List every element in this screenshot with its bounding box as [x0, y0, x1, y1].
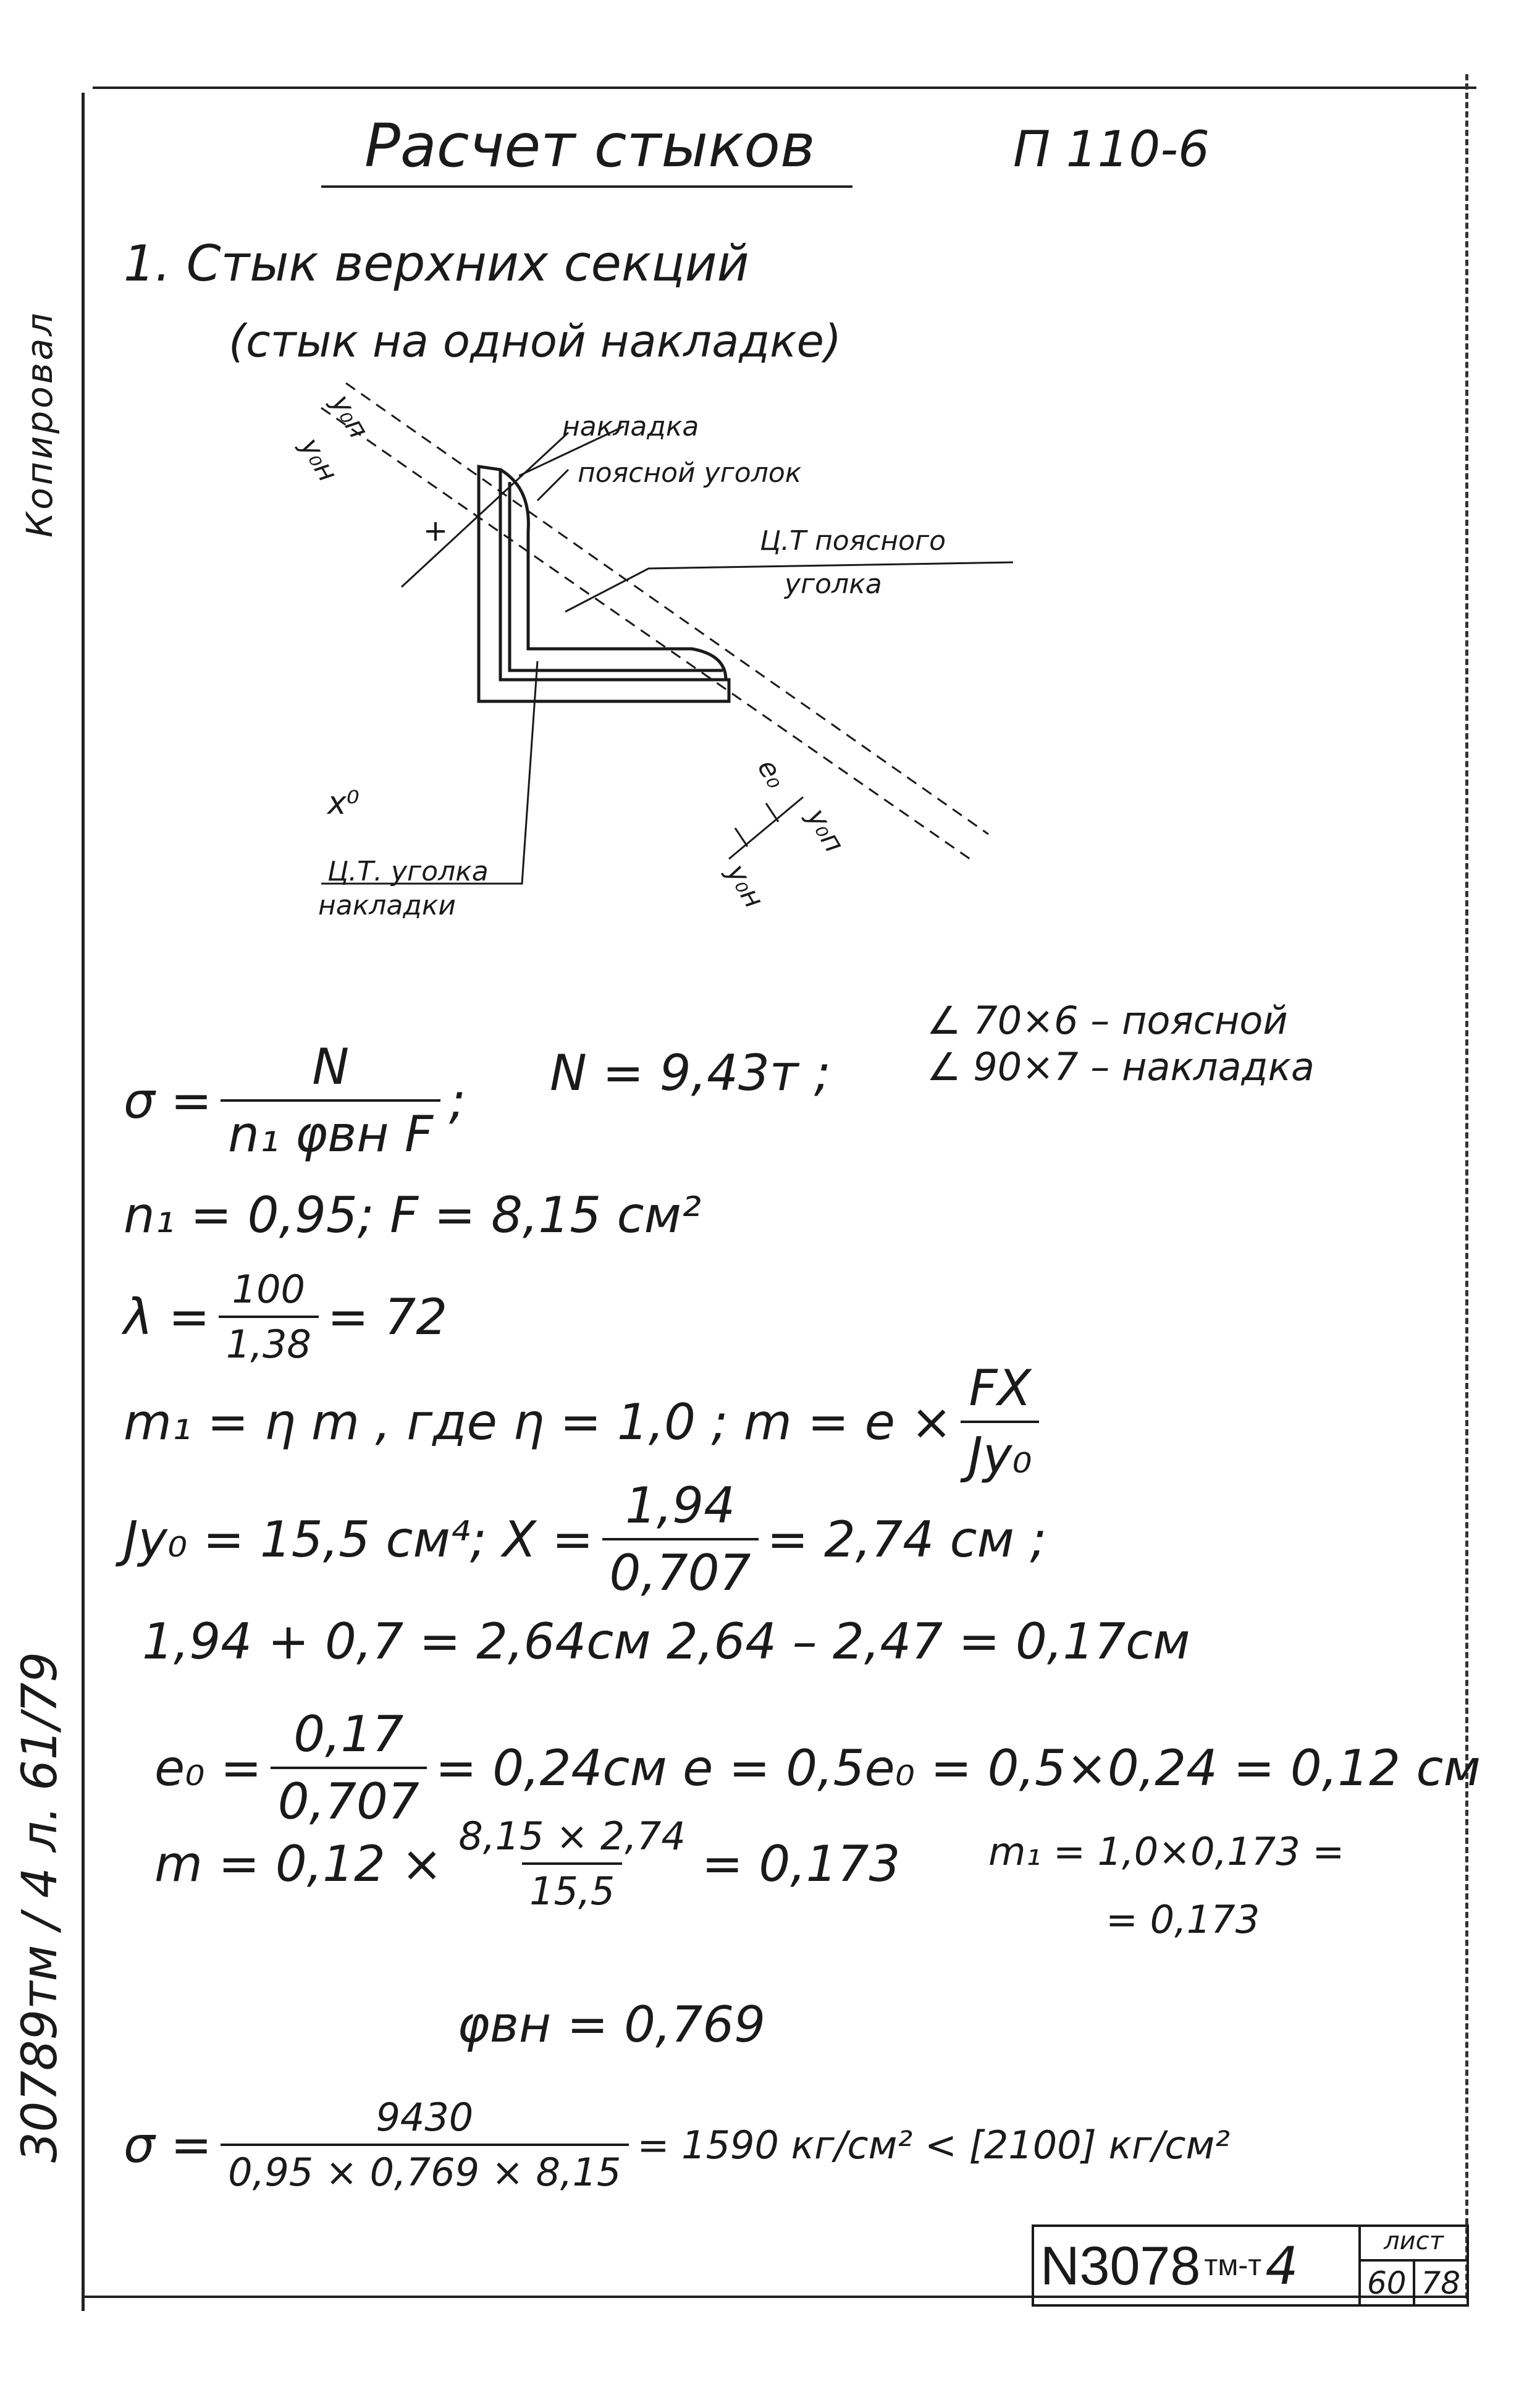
phi-line: φвн = 0,769	[457, 1996, 766, 2053]
m-rhs: = 0,173	[701, 1835, 901, 1893]
label-e0: e₀	[751, 754, 793, 794]
formula-m	[154, 1814, 900, 1914]
leader-chord	[537, 470, 568, 501]
lambda-denominator: 1,38	[219, 1316, 319, 1367]
m1-definition-text: m₁ = η m , где η = 1,0 ; m = e ×	[124, 1393, 953, 1451]
section-heading: 1. Стык верхних секций	[124, 235, 749, 292]
final-lhs: σ =	[124, 2116, 213, 2174]
label-yop-bottom: y₀п	[800, 803, 851, 858]
m-fraction	[451, 1814, 692, 1914]
m-lhs: m = 0,12 ×	[154, 1835, 443, 1893]
formula-lambda	[124, 1267, 447, 1367]
stamp-doc-tail: 4	[1265, 2235, 1298, 2296]
label-ct-chord-1: Ц.Т поясного	[760, 525, 946, 557]
final-numerator: 9430	[376, 2095, 474, 2140]
formula-sigma	[124, 1038, 466, 1163]
stamp-document-number	[1034, 2227, 1361, 2304]
final-denominator: 0,95 × 0,769 × 8,15	[221, 2144, 628, 2195]
e0-numerator: 0,17	[293, 1705, 404, 1763]
stamp-sheet-label: лист	[1361, 2227, 1467, 2262]
stamp-sheet-numbers	[1361, 2262, 1467, 2304]
sigma-fraction	[221, 1038, 440, 1163]
lambda-numerator: 100	[232, 1267, 305, 1312]
m1-calc-line2: = 0,173	[1106, 1897, 1260, 1942]
final-rhs: = 1590 кг/см² < [2100] кг/см²	[637, 2122, 1231, 2168]
perpendicular-axis-bottom	[729, 797, 803, 859]
lambda-rhs: = 72	[327, 1288, 448, 1346]
label-yon-top: y₀н	[293, 433, 344, 488]
label-chord-angle: поясной уголок	[578, 457, 802, 489]
stamp-doc-suffix: тм-т	[1204, 2249, 1262, 2282]
chord-angle-inner-line	[510, 482, 723, 670]
e0-rhs: = 0,24см e = 0,5e₀ = 0,5×0,24 = 0,12 см	[435, 1739, 1481, 1797]
label-yop-top: y₀п	[324, 389, 375, 444]
leader-ct-overlay	[321, 661, 537, 884]
jy0-lhs: Jy₀ = 15,5 см⁴; X =	[124, 1510, 594, 1568]
sigma-lhs: σ =	[124, 1071, 213, 1130]
formula-final-sigma	[124, 2095, 1230, 2195]
e0-fraction	[271, 1705, 427, 1830]
stamp-doc-number: N3078	[1040, 2234, 1201, 2296]
label-ct-overlay-2: накладки	[318, 890, 456, 921]
lambda-lhs: λ =	[124, 1288, 210, 1346]
dimension-ticks	[735, 803, 778, 847]
x-fraction	[602, 1477, 759, 1602]
angle-chord-spec: ∠ 70×6 – поясной	[927, 998, 1288, 1043]
label-yon-bottom: y₀н	[720, 859, 770, 914]
plus-marker	[426, 522, 445, 541]
side-handwritten-note: 30789тм / 4 л. 61/79	[12, 1652, 68, 2163]
axis-yop-line	[346, 383, 988, 834]
m1-fraction	[961, 1359, 1039, 1484]
e0-lhs: e₀ =	[154, 1739, 262, 1797]
line-n1-f: n₁ = 0,95; F = 8,15 см²	[124, 1186, 702, 1244]
stamp-sheet-total: 78	[1421, 2265, 1461, 2301]
perpendicular-axis	[402, 433, 568, 587]
formula-e0	[154, 1705, 1481, 1830]
m1-numerator: FX	[969, 1359, 1032, 1417]
stamp-sheet-block	[1361, 2227, 1467, 2304]
final-fraction	[221, 2095, 628, 2195]
title-block-stamp	[1032, 2224, 1469, 2307]
page-title: Расчет стыков	[364, 111, 815, 180]
line-sum: 1,94 + 0,7 = 2,64см 2,64 – 2,47 = 0,17см	[142, 1613, 1190, 1670]
lambda-fraction	[219, 1267, 319, 1367]
label-ct-overlay-1: Ц.Т. уголка	[327, 856, 489, 887]
sigma-separator: ;	[449, 1071, 466, 1130]
m1-calc-line1: m₁ = 1,0×0,173 =	[988, 1829, 1345, 1874]
side-copy-stamp: Копировал	[19, 310, 61, 538]
chord-angle-shape	[500, 470, 726, 680]
formula-jy0-x	[124, 1477, 1046, 1602]
label-ct-chord-2: уголка	[785, 568, 882, 600]
section-subheading: (стык на одной накладке)	[229, 315, 842, 367]
x-numerator: 1,94	[625, 1477, 736, 1534]
e0-denominator: 0,707	[271, 1767, 427, 1830]
document-code: П 110-6	[1013, 120, 1210, 178]
sigma-numerator: N	[312, 1038, 350, 1096]
m1-denominator: Jy₀	[961, 1421, 1039, 1484]
n-value: N = 9,43т ;	[550, 1044, 831, 1102]
formula-m1-definition	[124, 1359, 1048, 1484]
angle-overlay-spec: ∠ 90×7 – накладка	[927, 1044, 1315, 1089]
m-denominator: 15,5	[522, 1862, 622, 1914]
joint-diagram	[0, 0, 1532, 989]
sigma-denominator: n₁ φвн F	[221, 1099, 440, 1163]
label-overlay: накладка	[562, 411, 699, 442]
x-denominator: 0,707	[602, 1538, 759, 1602]
x-rhs: = 2,74 см ;	[767, 1510, 1047, 1568]
stamp-sheet-number: 60	[1361, 2262, 1415, 2304]
label-x0: x⁰	[327, 785, 360, 822]
m-numerator: 8,15 × 2,74	[458, 1814, 686, 1859]
